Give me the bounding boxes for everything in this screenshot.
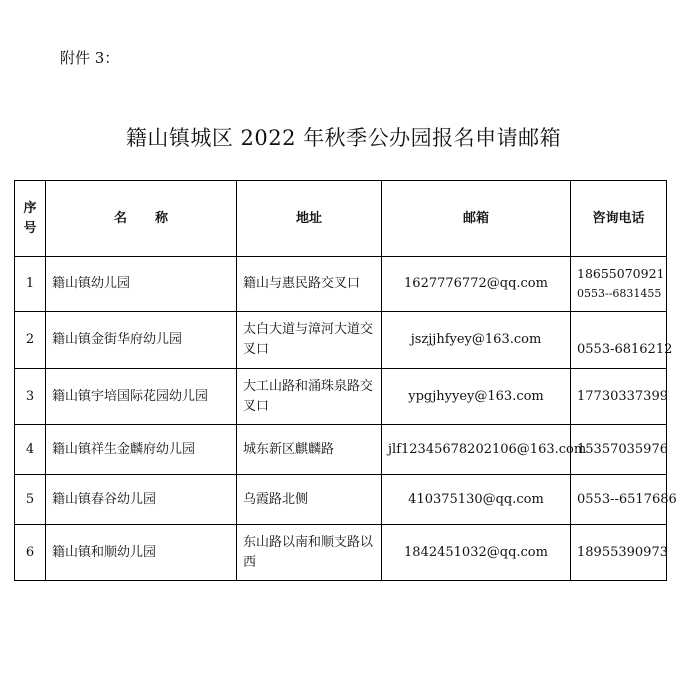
address: 乌霞路北侧 — [237, 475, 382, 525]
table-row — [15, 257, 667, 312]
header-address: 地址 — [237, 181, 382, 257]
header-email: 邮箱 — [382, 181, 571, 257]
email: jszjjhfyey@163.com — [382, 312, 571, 369]
table-row — [15, 425, 667, 475]
row-number: 5 — [15, 475, 46, 525]
kindergarten-name: 籍山镇春谷幼儿园 — [46, 475, 237, 525]
header-seq: 序 号 — [15, 181, 46, 257]
phone: 18655070921 0553--6831455 — [571, 257, 667, 312]
phone: 18955390973 — [571, 525, 667, 581]
header-name: 名 称 — [46, 181, 237, 257]
email: 1627776772@qq.com — [382, 257, 571, 312]
mailbox-table — [14, 180, 677, 581]
kindergarten-name: 籍山镇宇培国际花园幼儿园 — [46, 369, 237, 425]
address: 东山路以南和顺支路以西 — [237, 525, 382, 581]
address: 籍山与惠民路交叉口 — [237, 257, 382, 312]
email: ypgjhyyey@163.com — [382, 369, 571, 425]
address: 大工山路和涌珠泉路交叉口 — [237, 369, 382, 425]
phone: 17730337399 — [571, 369, 667, 425]
address: 城东新区麒麟路 — [237, 425, 382, 475]
address: 太白大道与漳河大道交叉口 — [237, 312, 382, 369]
row-number: 2 — [15, 312, 46, 369]
row-number: 4 — [15, 425, 46, 475]
phone: 0553--6517686 — [571, 475, 667, 525]
table-header-row — [15, 181, 667, 257]
kindergarten-name: 籍山镇和顺幼儿园 — [46, 525, 237, 581]
table-row — [15, 312, 667, 369]
document-title: 籍山镇城区 2022 年秋季公办园报名申请邮箱 — [125, 126, 562, 150]
row-number: 3 — [15, 369, 46, 425]
table-row — [15, 475, 667, 525]
kindergarten-name: 籍山镇祥生金麟府幼儿园 — [46, 425, 237, 475]
row-number: 1 — [15, 257, 46, 312]
table-row — [15, 369, 667, 425]
phone: 0553-6816212 — [571, 312, 667, 369]
email: 410375130@qq.com — [382, 475, 571, 525]
email: 1842451032@qq.com — [382, 525, 571, 581]
kindergarten-name: 籍山镇金街华府幼儿园 — [46, 312, 237, 369]
phone: 15357035976 — [571, 425, 667, 475]
row-number: 6 — [15, 525, 46, 581]
email: jlf12345678202106@163.com — [382, 425, 571, 475]
attachment-label: 附件 3： — [60, 49, 120, 67]
header-phone: 咨询电话 — [571, 181, 667, 257]
kindergarten-name: 籍山镇幼儿园 — [46, 257, 237, 312]
table-row — [15, 525, 667, 581]
